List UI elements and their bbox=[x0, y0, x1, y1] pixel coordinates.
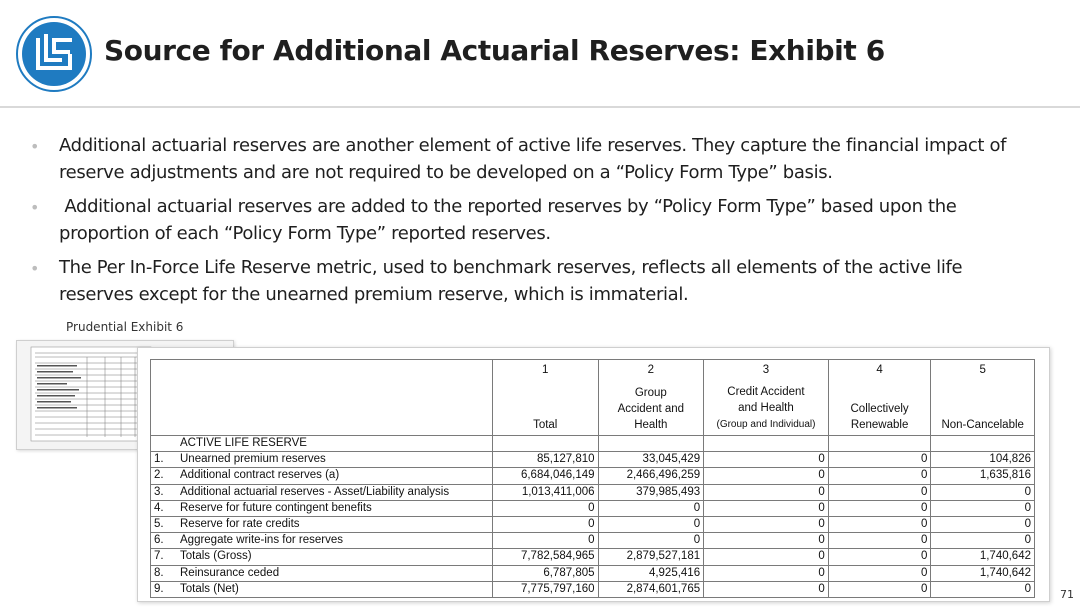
column-subtitle: (Group and Individual) bbox=[716, 419, 816, 430]
column-title: Credit Accident and Health bbox=[727, 386, 805, 414]
row-label bbox=[151, 549, 493, 565]
column-title: Group Accident and Health bbox=[617, 387, 685, 431]
table-cell: 0 bbox=[828, 565, 931, 581]
row-label-text: Totals (Gross) bbox=[180, 550, 252, 563]
list-item bbox=[30, 132, 1040, 186]
row-index: 4. bbox=[154, 501, 164, 514]
exhibit-caption: Prudential Exhibit 6 bbox=[66, 320, 184, 334]
table-cell: 0 bbox=[931, 516, 1035, 532]
row-label bbox=[151, 468, 493, 484]
row-label-text: Additional contract reserves (a) bbox=[180, 469, 340, 482]
table-row bbox=[151, 565, 1035, 581]
table-row bbox=[151, 549, 1035, 565]
row-index: 7. bbox=[154, 550, 164, 563]
row-label bbox=[151, 581, 493, 597]
table-cell: 0 bbox=[598, 533, 704, 549]
table-cell: 0 bbox=[828, 516, 931, 532]
row-index: 8. bbox=[154, 566, 164, 579]
row-index: 3. bbox=[154, 485, 164, 498]
column-number: 4 bbox=[876, 364, 883, 376]
column-title-group bbox=[704, 384, 828, 433]
row-label-text: Aggregate write-ins for reserves bbox=[180, 534, 343, 547]
column-header bbox=[492, 360, 598, 436]
table-cell: 0 bbox=[828, 533, 931, 549]
table-cell: 0 bbox=[598, 516, 704, 532]
row-label bbox=[151, 484, 493, 500]
section-row bbox=[151, 436, 1035, 452]
row-label bbox=[151, 500, 493, 516]
row-label-header bbox=[151, 360, 493, 436]
table-cell: 1,013,411,006 bbox=[492, 484, 598, 500]
table-cell: 1,740,642 bbox=[931, 549, 1035, 565]
table-cell: 4,925,416 bbox=[598, 565, 704, 581]
table-cell: 6,787,805 bbox=[492, 565, 598, 581]
row-label bbox=[151, 533, 493, 549]
table-cell: 2,879,527,181 bbox=[598, 549, 704, 565]
table-cell: 0 bbox=[704, 565, 829, 581]
table-cell: 0 bbox=[704, 500, 829, 516]
table-cell: 0 bbox=[704, 533, 829, 549]
table-cell: 2,874,601,765 bbox=[598, 581, 704, 597]
slide-header bbox=[0, 0, 1080, 108]
row-index: 1. bbox=[154, 453, 164, 466]
table-cell: 379,985,493 bbox=[598, 484, 704, 500]
table-cell: 7,775,797,160 bbox=[492, 581, 598, 597]
column-header bbox=[598, 360, 704, 436]
table-row bbox=[151, 468, 1035, 484]
row-index: 2. bbox=[154, 469, 164, 482]
table-cell: 0 bbox=[931, 533, 1035, 549]
table-cell: 0 bbox=[828, 500, 931, 516]
bullet-text: The Per In-Force Life Reserve metric, used to benchmark reserves, reflects all elements of the active life reserves except for the unearned premium reserve, which is immaterial. bbox=[59, 257, 963, 305]
table-cell: 0 bbox=[931, 500, 1035, 516]
table-cell: 0 bbox=[704, 581, 829, 597]
page-number: 71 bbox=[1060, 588, 1074, 601]
table-cell: 0 bbox=[828, 549, 931, 565]
table-cell: 0 bbox=[704, 452, 829, 468]
column-number: 5 bbox=[979, 364, 986, 376]
table-cell: 0 bbox=[492, 516, 598, 532]
table-cell: 6,684,046,149 bbox=[492, 468, 598, 484]
row-label bbox=[151, 452, 493, 468]
row-index: 9. bbox=[154, 582, 164, 595]
row-index: 6. bbox=[154, 534, 164, 547]
company-logo-icon bbox=[16, 16, 92, 92]
bullet-text: Additional actuarial reserves are added to the reported reserves by “Policy Form Type” based upon the proportion of each “Policy Form Type” reported reserves. bbox=[59, 196, 962, 244]
table-cell: 0 bbox=[704, 468, 829, 484]
table-cell: 2,466,496,259 bbox=[598, 468, 704, 484]
table-cell: 33,045,429 bbox=[598, 452, 704, 468]
list-item bbox=[30, 254, 1040, 308]
section-label: ACTIVE LIFE RESERVE bbox=[151, 436, 493, 452]
column-title: Non-Cancelable bbox=[941, 419, 1024, 431]
table-cell: 0 bbox=[704, 484, 829, 500]
column-title: Total bbox=[533, 419, 558, 431]
bullet-text: Additional actuarial reserves are another element of active life reserves. They capture the financial impact of reserve adjustments and are not required to be developed on a “Policy Form Type” basis. bbox=[59, 135, 1007, 183]
table-cell: 0 bbox=[828, 468, 931, 484]
table-cell: 1,740,642 bbox=[931, 565, 1035, 581]
header-divider bbox=[0, 106, 1080, 108]
table-cell: 1,635,816 bbox=[931, 468, 1035, 484]
row-label-text: Reinsurance ceded bbox=[180, 566, 280, 579]
table-cell: 104,826 bbox=[931, 452, 1035, 468]
column-header bbox=[704, 360, 829, 436]
table-cell: 0 bbox=[931, 484, 1035, 500]
row-index: 5. bbox=[154, 518, 164, 531]
table-cell: 85,127,810 bbox=[492, 452, 598, 468]
column-number: 2 bbox=[647, 364, 655, 376]
table-cell: 0 bbox=[704, 516, 829, 532]
row-label bbox=[151, 565, 493, 581]
table-row bbox=[151, 500, 1035, 516]
reserves-table bbox=[150, 359, 1035, 598]
table-row bbox=[151, 533, 1035, 549]
table-row bbox=[151, 581, 1035, 597]
column-number: 3 bbox=[762, 364, 770, 376]
bullet-icon: • bbox=[30, 137, 40, 156]
table-row bbox=[151, 452, 1035, 468]
column-title: Collectively Renewable bbox=[850, 403, 909, 431]
column-number: 1 bbox=[542, 364, 549, 376]
row-label-text: Additional actuarial reserves - Asset/Liability analysis bbox=[180, 485, 450, 498]
bullet-icon: • bbox=[30, 259, 40, 278]
bullet-list bbox=[30, 132, 1040, 315]
list-item bbox=[30, 193, 1040, 247]
table-cell: 0 bbox=[598, 500, 704, 516]
table-row bbox=[151, 484, 1035, 500]
table-cell: 7,782,584,965 bbox=[492, 549, 598, 565]
table-cell: 0 bbox=[828, 484, 931, 500]
reserves-table-panel bbox=[137, 347, 1050, 602]
table-cell: 0 bbox=[492, 500, 598, 516]
bullet-icon: • bbox=[30, 198, 40, 217]
row-label-text: Totals (Net) bbox=[180, 582, 239, 595]
column-header bbox=[828, 360, 931, 436]
page-title: Source for Additional Actuarial Reserves: Exhibit 6 bbox=[104, 34, 885, 67]
row-label bbox=[151, 516, 493, 532]
table-cell: 0 bbox=[828, 581, 931, 597]
row-label-text: Unearned premium reserves bbox=[180, 453, 326, 466]
table-cell: 0 bbox=[828, 452, 931, 468]
table-cell: 0 bbox=[704, 549, 829, 565]
column-header bbox=[931, 360, 1035, 436]
table-row bbox=[151, 516, 1035, 532]
table-cell: 0 bbox=[931, 581, 1035, 597]
row-label-text: Reserve for future contingent benefits bbox=[180, 501, 372, 514]
table-cell: 0 bbox=[492, 533, 598, 549]
row-label-text: Reserve for rate credits bbox=[180, 518, 300, 531]
